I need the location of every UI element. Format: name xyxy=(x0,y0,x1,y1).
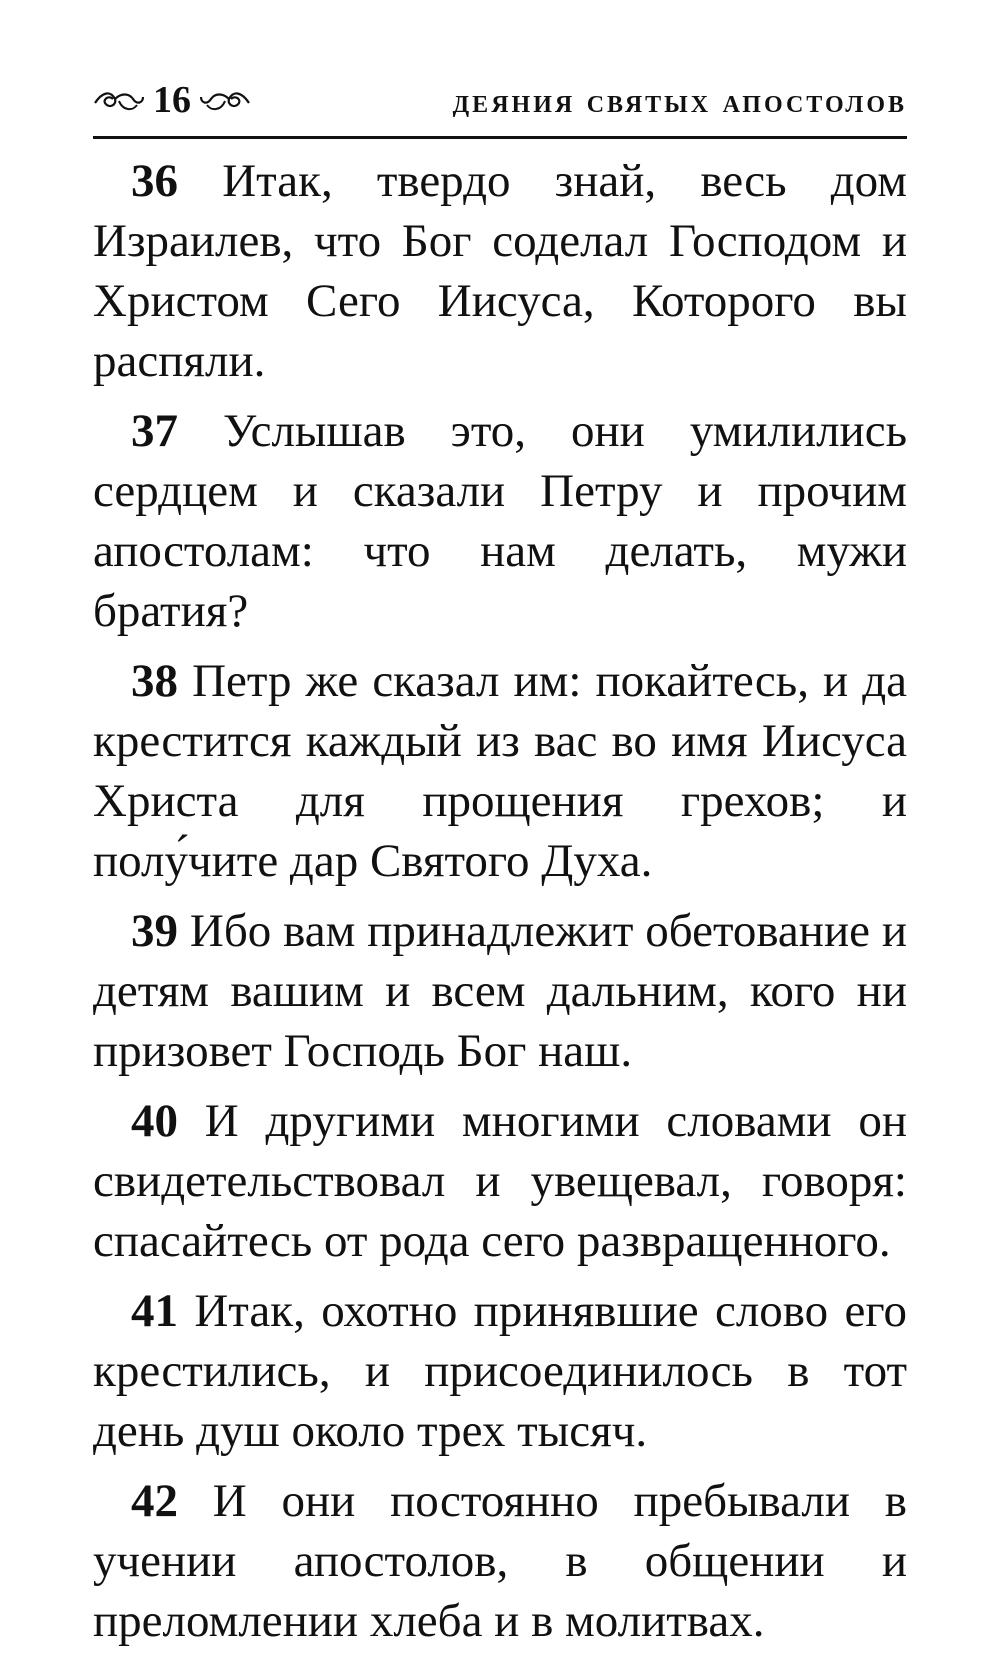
verse-number: 37 xyxy=(131,405,178,457)
verse xyxy=(93,901,907,1081)
page-number-group xyxy=(93,78,251,122)
verse xyxy=(93,401,907,641)
verse-text: Петр же сказал им: покайтесь, и да крестится каждый из вас во имя Иисуса Христа для прощения грехов; и полу́чите дар Святого Духа. xyxy=(93,655,907,887)
running-head xyxy=(93,72,907,139)
verse-number: 39 xyxy=(131,905,178,957)
verse xyxy=(93,1471,907,1651)
verse-text: Итак, твердо знай, весь дом Израилев, что Бог соделал Господом и Христом Сего Иисуса, Которого вы распяли. xyxy=(93,155,907,387)
verse xyxy=(93,1281,907,1461)
verse-number: 36 xyxy=(131,155,178,207)
verse xyxy=(93,1091,907,1271)
book-title: деяния святых апостолов xyxy=(452,83,907,120)
verse xyxy=(93,651,907,891)
verse-text: И другими многими словами он свидетельствовал и увещевал, говоря: спасайтесь от рода сего развращенного. xyxy=(93,1095,908,1267)
page-number: 16 xyxy=(153,79,191,121)
flourish-left-icon xyxy=(93,85,145,115)
verse-text: И они постоянно пребывали в учении апостолов, в общении и преломлении хлеба и в молитвах. xyxy=(93,1475,907,1647)
verse-text: Итак, охотно принявшие слово его крестились, и присоединилось в тот день душ около трех тысяч. xyxy=(93,1285,907,1457)
verse-number: 40 xyxy=(131,1095,178,1147)
scripture-text xyxy=(93,151,907,1651)
verse-text: Ибо вам принадлежит обетование и детям вашим и всем дальним, кого ни призовет Господь Бог наш. xyxy=(93,905,907,1077)
verse-number: 42 xyxy=(131,1475,178,1527)
verse xyxy=(93,151,907,391)
flourish-right-icon xyxy=(199,85,251,115)
verse-number: 41 xyxy=(131,1285,178,1337)
verse-number: 38 xyxy=(131,655,178,707)
verse-text: Услышав это, они умилились сердцем и сказали Петру и прочим апостолам: что нам делать, мужи братия? xyxy=(93,405,907,637)
book-page xyxy=(93,72,907,1661)
